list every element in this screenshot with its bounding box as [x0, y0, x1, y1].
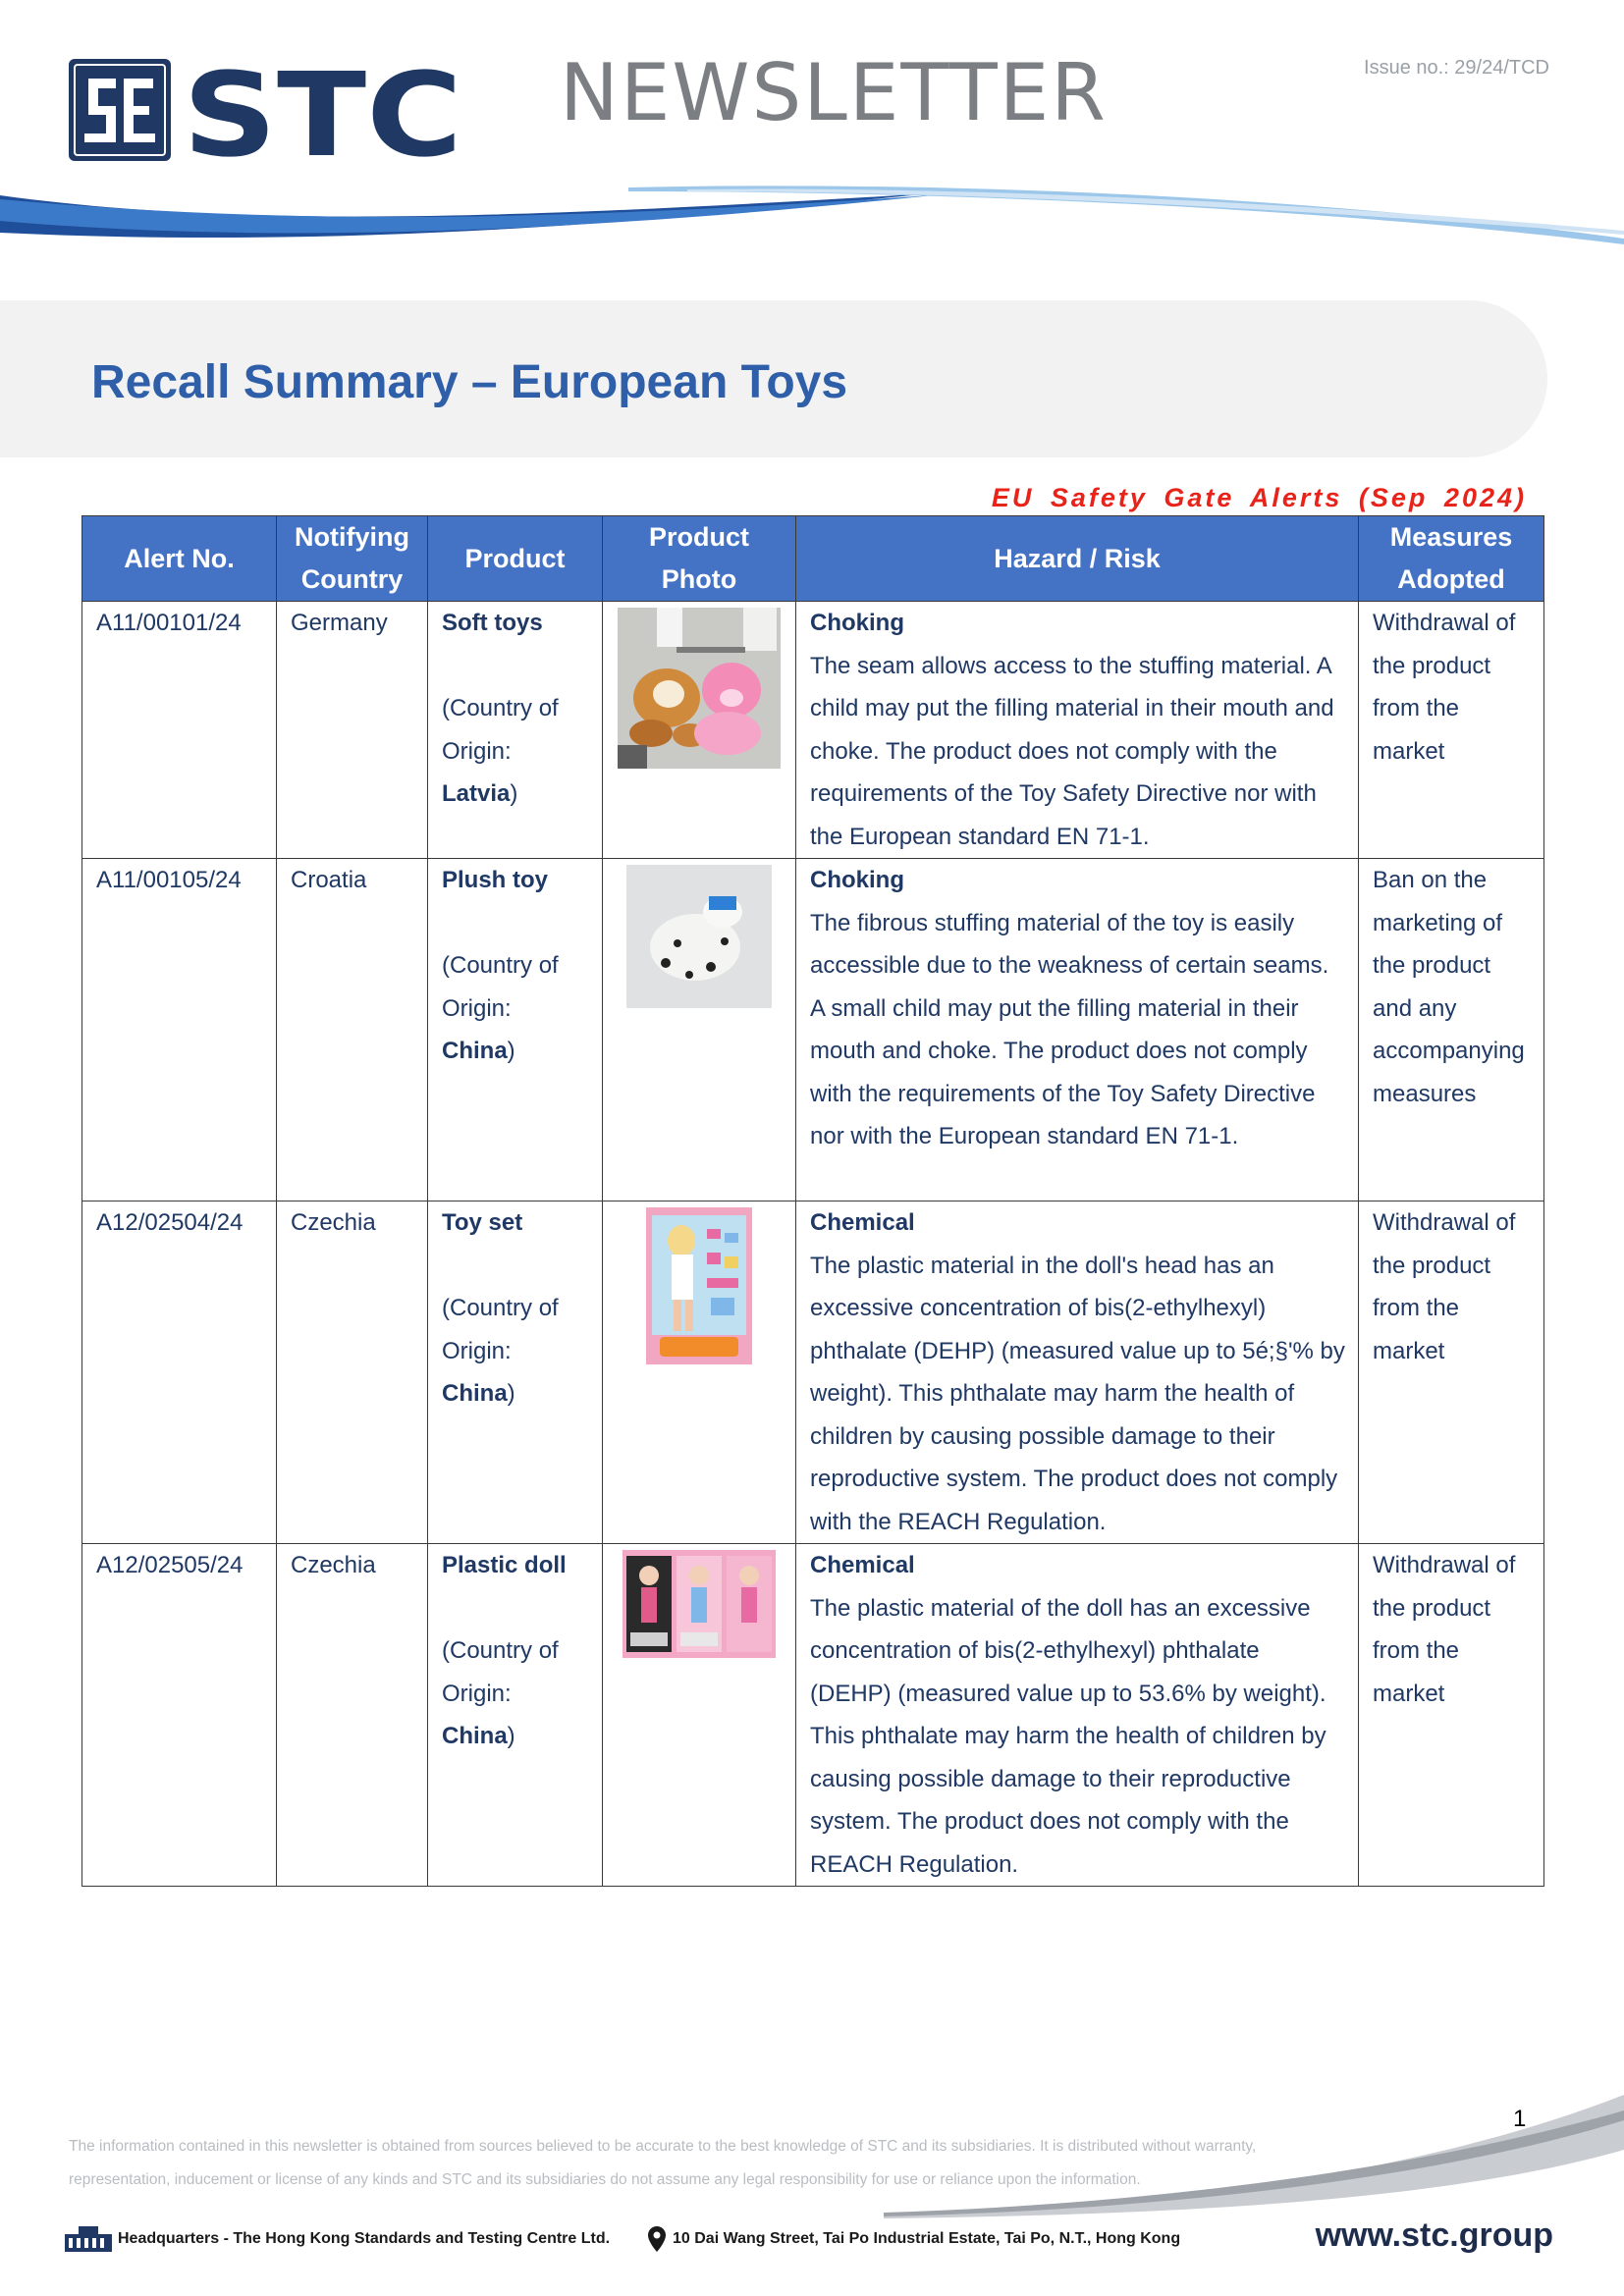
- table-row: [82, 1201, 1544, 1544]
- location-pin-icon: [648, 2226, 666, 2252]
- hazard-description: The plastic material in the doll's head has an excessive concentration of bis(2-ethylhexyl) phthalate (DEHP) (measured value up to 5é;§'% by weight). This phthalate may harm the health of children by causing possible damage to their reproductive system. The product does not comply with the REACH Regulation.: [810, 1252, 1345, 1535]
- country-cell: Croatia: [277, 859, 428, 1201]
- hazard-title: Chemical: [810, 1209, 915, 1236]
- product-name: Toy set: [442, 1209, 523, 1236]
- product-cell: Soft toys (Country of Origin: Latvia): [428, 602, 603, 859]
- photo-cell: [603, 1201, 796, 1544]
- measures-cell: Withdrawal of the product from the market: [1359, 1201, 1544, 1544]
- product-cell: Plush toy (Country of Origin: China): [428, 859, 603, 1201]
- website-link[interactable]: www.stc.group: [1315, 2216, 1553, 2254]
- soft-toys-photo: [618, 608, 781, 769]
- hazard-title: Chemical: [810, 1552, 915, 1578]
- hazard-title: Choking: [810, 610, 904, 636]
- address-text: 10 Dai Wang Street, Tai Po Industrial Estate, Tai Po, N.T., Hong Kong: [673, 2230, 1181, 2247]
- stc-logo: [67, 57, 464, 163]
- measures-cell: Ban on the marketing of the product and any accompanying measures: [1359, 859, 1544, 1201]
- table-row: [82, 602, 1544, 859]
- photo-cell: [603, 1544, 796, 1887]
- header-measures-adopted: Measures Adopted: [1359, 516, 1544, 602]
- table-row: [82, 859, 1544, 1201]
- photo-cell: [603, 859, 796, 1201]
- product-cell: Toy set (Country of Origin: China): [428, 1201, 603, 1544]
- plastic-doll-photo: [623, 1550, 776, 1658]
- headquarters-text: Headquarters - The Hong Kong Standards and Testing Centre Ltd.: [118, 2230, 611, 2247]
- hazard-title: Choking: [810, 867, 904, 893]
- origin-country: China: [442, 1380, 508, 1407]
- recall-table: [81, 515, 1544, 1887]
- hazard-cell: [796, 1544, 1359, 1887]
- country-cell: Czechia: [277, 1201, 428, 1544]
- disclaimer: The information contained in this newsletter is obtained from sources believed to be accurate to the best knowledge of STC and its subsidiaries. It is distributed without warranty, representation, inducement or license of any kinds and STC and its subsidiaries do not assume any legal responsibility for use or reliance upon the information.: [69, 2138, 1257, 2188]
- page-title: Recall Summary – European Toys: [91, 356, 848, 408]
- alert-no-cell: A12/02504/24: [82, 1201, 277, 1544]
- hazard-cell: [796, 859, 1359, 1201]
- table-header-row: [82, 516, 1544, 602]
- product-cell: Plastic doll (Country of Origin: China): [428, 1544, 603, 1887]
- hazard-cell: [796, 602, 1359, 859]
- alerts-caption: EU Safety Gate Alerts (Sep 2024): [991, 483, 1527, 512]
- page-number: 1: [1513, 2106, 1527, 2132]
- origin-country: Latvia: [442, 780, 511, 807]
- logo-text: STC: [183, 57, 462, 163]
- plush-toy-photo: [626, 865, 772, 1008]
- product-name: Plastic doll: [442, 1552, 567, 1578]
- toy-set-photo: [646, 1207, 752, 1364]
- header-hazard-risk: Hazard / Risk: [796, 516, 1359, 602]
- header-alert-no: Alert No.: [82, 516, 277, 602]
- hazard-description: The plastic material of the doll has an excessive concentration of bis(2-ethylhexyl) phthalate (DEHP) (measured value up to 53.6% by weight). This phthalate may harm the health of children by causing possible damage to their reproductive system. The product does not comply with the REACH Regulation.: [810, 1594, 1326, 1878]
- header-notifying-country: Notifying Country: [277, 516, 428, 602]
- photo-cell: [603, 602, 796, 859]
- header-product-photo: Product Photo: [603, 516, 796, 602]
- hazard-cell: [796, 1201, 1359, 1544]
- hazard-description: The seam allows access to the stuffing material. A child may put the filling material in their mouth and choke. The product does not comply with the requirements of the Toy Safety Directive nor with the European standard EN 71-1.: [810, 652, 1334, 850]
- country-cell: Germany: [277, 602, 428, 859]
- hazard-description: The fibrous stuffing material of the toy is easily accessible due to the weakness of certain seams. A small child may put the filling material in their mouth and choke. The product does not comply with the requirements of the Toy Safety Directive nor with the European standard EN 71-1.: [810, 909, 1329, 1149]
- origin-country: China: [442, 1723, 508, 1749]
- building-icon: [65, 2224, 112, 2252]
- issue-number: Issue no.: 29/24/TCD: [1364, 57, 1549, 79]
- product-name: Plush toy: [442, 867, 549, 893]
- table-row: [82, 1544, 1544, 1887]
- alert-no-cell: A11/00105/24: [82, 859, 277, 1201]
- country-cell: Czechia: [277, 1544, 428, 1887]
- alert-no-cell: A11/00101/24: [82, 602, 277, 859]
- alert-no-cell: A12/02505/24: [82, 1544, 277, 1887]
- measures-cell: Withdrawal of the product from the market: [1359, 602, 1544, 859]
- header-product: Product: [428, 516, 603, 602]
- origin-country: China: [442, 1038, 508, 1064]
- measures-cell: Withdrawal of the product from the market: [1359, 1544, 1544, 1887]
- header-swoosh: [0, 182, 1624, 260]
- newsletter-wordmark: NEWSLETTER: [560, 47, 1108, 138]
- product-name: Soft toys: [442, 610, 543, 636]
